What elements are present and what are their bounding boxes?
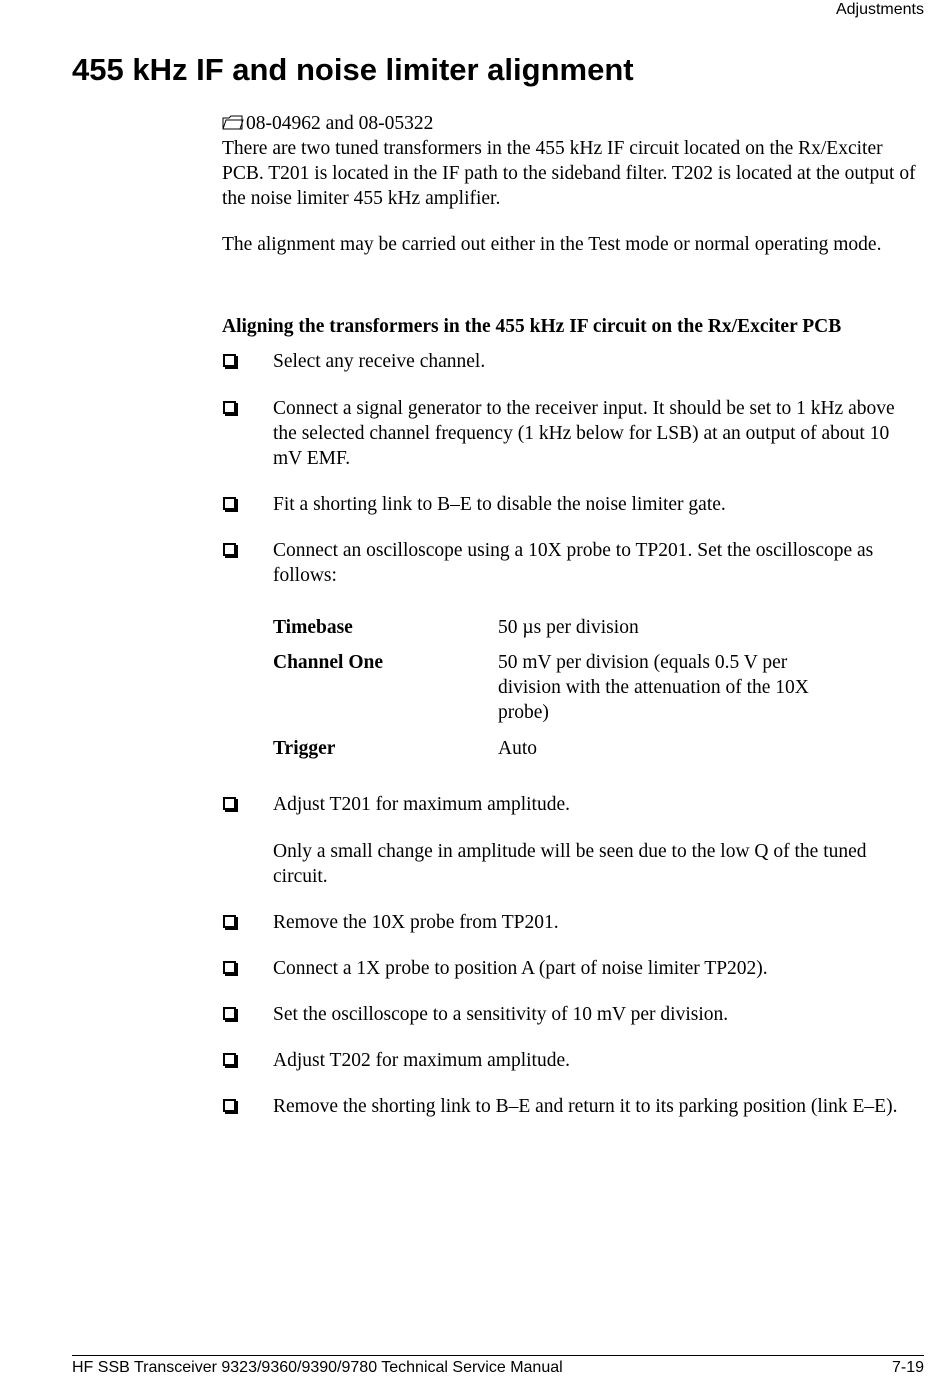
checklist-item bbox=[222, 910, 922, 935]
checklist-item bbox=[222, 538, 922, 588]
checklist-item bbox=[222, 1094, 922, 1119]
checkbox-icon bbox=[223, 915, 236, 928]
setting-label: Trigger bbox=[273, 738, 336, 759]
intro-paragraph: There are two tuned transformers in the 455 kHz IF circuit located on the Rx/Exciter PCB. T201 is located in the IF path to the sideband filter. T202 is located at the output of the noise limiter 455 kHz amplifier. bbox=[222, 138, 916, 209]
step-text: Adjust T201 for maximum amplitude. bbox=[273, 794, 570, 815]
checkbox-icon bbox=[223, 401, 236, 414]
checklist-item bbox=[222, 349, 922, 374]
step-text: Set the oscilloscope to a sensitivity of 10 mV per division. bbox=[273, 1004, 729, 1025]
setting-value: 50 mV per division (equals 0.5 V per division with the attenuation of the 10X probe) bbox=[498, 652, 809, 723]
step-text: Remove the 10X probe from TP201. bbox=[273, 912, 559, 933]
checkbox-icon bbox=[223, 354, 236, 367]
checkbox-icon bbox=[223, 497, 236, 510]
step-text: Fit a shorting link to B–E to disable the noise limiter gate. bbox=[273, 494, 726, 515]
checklist-item bbox=[222, 1002, 922, 1027]
page-title: 455 kHz IF and noise limiter alignment bbox=[72, 52, 634, 87]
reference-line bbox=[222, 111, 922, 211]
checkbox-icon bbox=[223, 1099, 236, 1112]
setting-value: 50 µs per division bbox=[498, 617, 639, 638]
step-text: Select any receive channel. bbox=[273, 351, 486, 372]
step-text: Remove the shorting link to B–E and return it to its parking position (link E–E). bbox=[273, 1096, 898, 1117]
step-text: Adjust T202 for maximum amplitude. bbox=[273, 1050, 570, 1071]
checklist-item bbox=[222, 1048, 922, 1073]
step-note: Only a small change in amplitude will be seen due to the low Q of the tuned circuit. bbox=[273, 841, 867, 887]
step-text: Connect an oscilloscope using a 10X probe to TP201. Set the oscilloscope as follows: bbox=[273, 540, 874, 586]
checklist-item bbox=[222, 396, 922, 471]
procedure-heading: Aligning the transformers in the 455 kHz IF circuit on the Rx/Exciter PCB bbox=[222, 316, 842, 337]
checklist-item bbox=[222, 492, 922, 517]
checklist-item bbox=[222, 956, 922, 981]
checkbox-icon bbox=[223, 543, 236, 556]
mode-paragraph: The alignment may be carried out either in the Test mode or normal operating mode. bbox=[222, 234, 882, 255]
footer-manual-title: HF SSB Transceiver 9323/9360/9390/9780 Technical Service Manual bbox=[72, 1359, 563, 1376]
running-header: Adjustments bbox=[835, 1, 924, 18]
setting-value: Auto bbox=[498, 738, 537, 759]
page-number: 7-19 bbox=[891, 1359, 924, 1376]
step-text: Connect a 1X probe to position A (part of noise limiter TP202). bbox=[273, 958, 768, 979]
checklist-item bbox=[222, 792, 922, 817]
checkbox-icon bbox=[223, 1007, 236, 1020]
setting-label: Timebase bbox=[273, 617, 353, 638]
checkbox-icon bbox=[223, 1053, 236, 1066]
step-text: Connect a signal generator to the receiver input. It should be set to 1 kHz above the selected channel frequency (1 kHz below for LSB) at an output of about 10 mV EMF. bbox=[273, 398, 895, 469]
footer-divider bbox=[72, 1355, 924, 1356]
checkbox-icon bbox=[223, 961, 236, 974]
folder-icon bbox=[222, 115, 244, 130]
checkbox-icon bbox=[223, 797, 236, 810]
reference-text: 08-04962 and 08-05322 bbox=[246, 113, 434, 134]
setting-label: Channel One bbox=[273, 652, 383, 673]
